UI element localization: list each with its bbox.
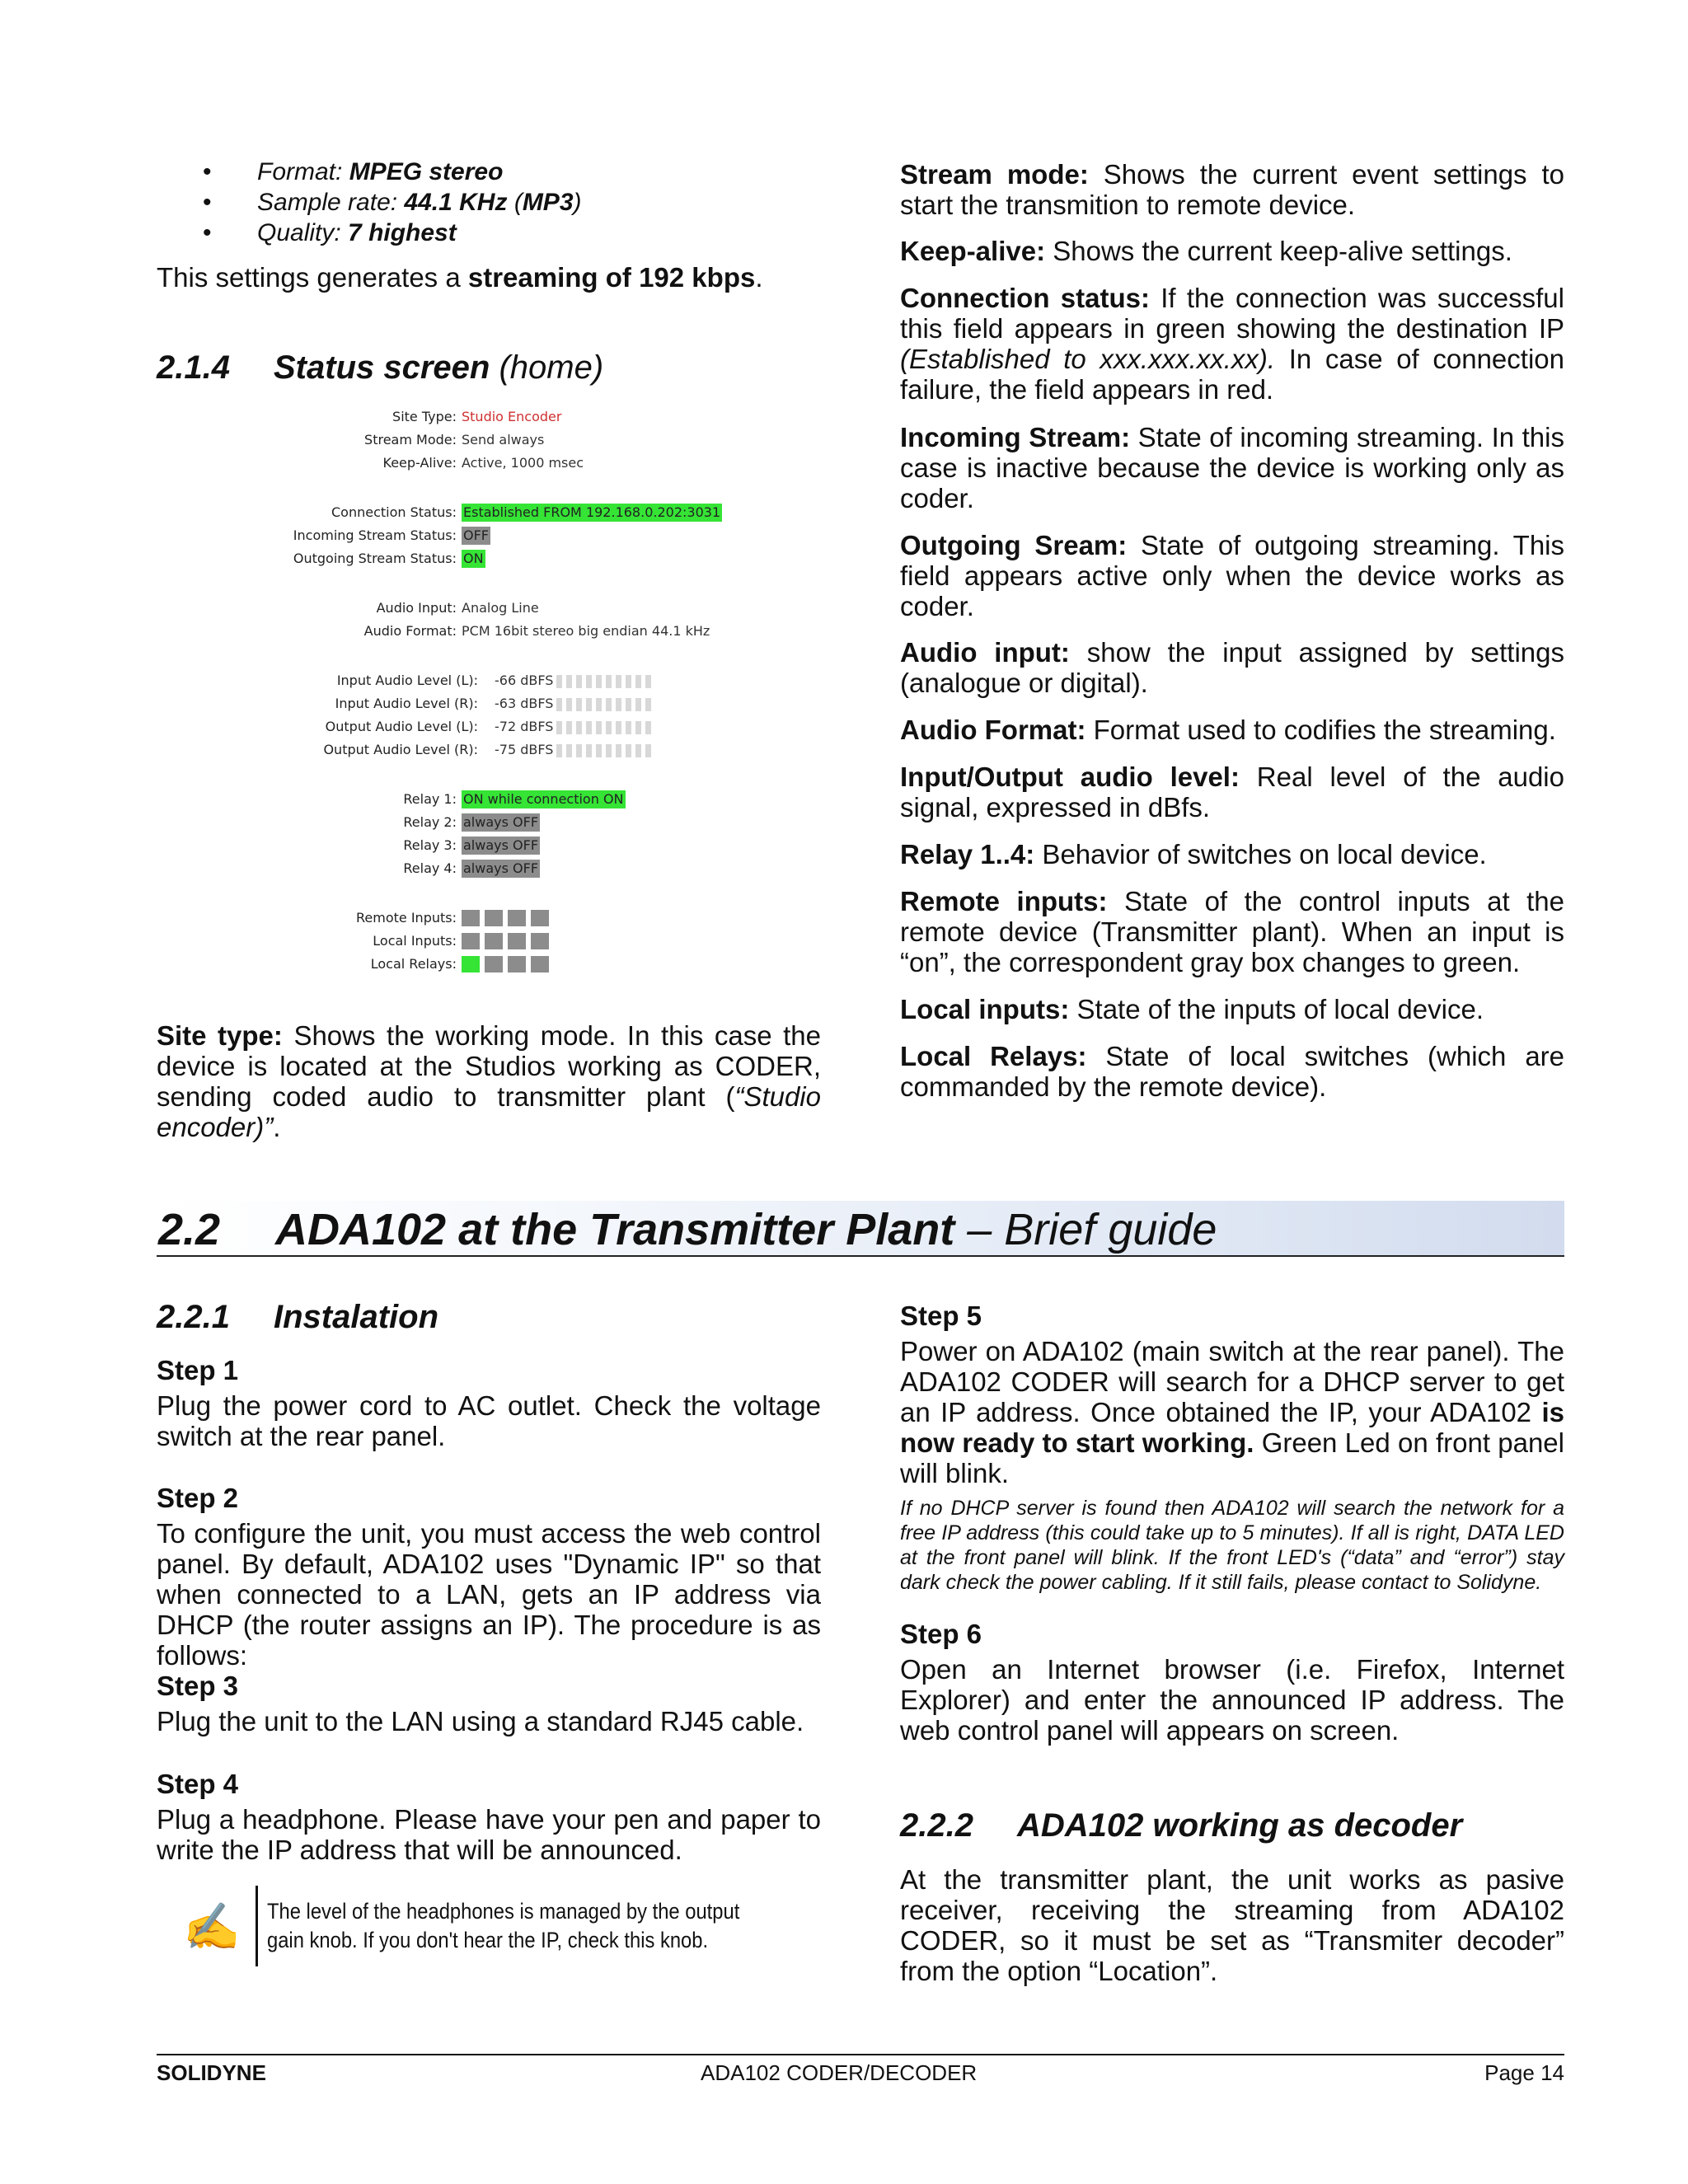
desc-audio-level: Input/Output audio level: Real level of the audio signal, expressed in dBfs. <box>900 762 1564 823</box>
dhcp-note: If no DHCP server is found then ADA102 will search the network for a free IP address (this could take up to 5 minutes). If all is right, DATA LED at the front panel will blink. If the front LED's (“data” and “error”) stay dark check the power cabling. If it still fails, please contact to Solidyne. <box>900 1497 1564 1594</box>
desc-local-inputs: Local inputs: State of the inputs of local device. <box>900 994 1484 1024</box>
status-audio-input: Audio Input: Analog Line <box>376 600 539 616</box>
status-connection: Connection Status: Established FROM 192.168.0.202:3031 <box>331 504 721 520</box>
bullet-dot: • <box>203 189 212 216</box>
bullet-dot: • <box>203 219 212 246</box>
status-level-row: Input Audio Level (R): -63 dBFS <box>272 695 734 713</box>
level-meter <box>556 744 655 757</box>
footer-title: ADA102 CODER/DECODER <box>701 2060 978 2085</box>
step-text: Power on ADA102 (main switch at the rear panel). The ADA102 CODER will search for a DHCP server to get an IP address. Once obtained the IP, your ADA102 is now ready to start working. Green Led on front panel will blink. <box>900 1336 1564 1488</box>
step-title: Step 6 <box>900 1619 982 1649</box>
step-title: Step 4 <box>157 1769 239 1799</box>
local-relay-indicators <box>462 956 554 974</box>
desc-incoming-stream: Incoming Stream: State of incoming streaming. In this case is inactive because the device is working only as coder. <box>900 422 1564 513</box>
step-3 <box>157 1671 821 1736</box>
step-text: Plug the power cord to AC outlet. Check the voltage switch at the rear panel. <box>157 1390 821 1451</box>
status-local-inputs: Local Inputs: <box>272 932 734 950</box>
status-site-type: Site Type: Studio Encoder <box>392 409 562 424</box>
footer-page-number: Page 14 <box>1484 2060 1564 2085</box>
step-4 <box>157 1769 821 1865</box>
section-2-2-1-heading: 2.2.1 Instalation <box>157 1299 439 1335</box>
status-level-row: Output Audio Level (L): -72 dBFS <box>272 718 734 736</box>
desc-outgoing-stream: Outgoing Sream: State of outgoing streaming. This field appears active only when the device works as coder. <box>900 530 1564 621</box>
step-1 <box>157 1355 821 1451</box>
desc-audio-input: Audio input: show the input assigned by settings (analogue or digital). <box>900 637 1564 698</box>
desc-stream-mode: Stream mode: Shows the current event settings to start the transmition to remote device. <box>900 159 1564 220</box>
step-text: To configure the unit, you must access the web control panel. By default, ADA102 uses "Dynamic IP" so that when connected to a LAN, gets an IP address via DHCP (the router assigns an IP). The procedure is as follows: <box>157 1518 821 1671</box>
step-text: Plug the unit to the LAN using a standard RJ45 cable. <box>157 1706 804 1736</box>
status-level-row: Output Audio Level (R): -75 dBFS <box>272 741 734 759</box>
desc-connection-status: Connection status: If the connection was successful this field appears in green showing the destination IP (Established to xxx.xxx.xx.xx). In case of connection failure, the field appears in red. <box>900 283 1564 405</box>
status-incoming: Incoming Stream Status: OFF <box>293 527 489 543</box>
bullet-format: • Format: MPEG stereo <box>203 158 504 185</box>
status-local-relays: Local Relays: <box>272 955 734 973</box>
format-bullet-list <box>157 157 821 248</box>
step-title: Step 1 <box>157 1355 239 1385</box>
note-divider <box>256 1886 258 1966</box>
desc-audio-format: Audio Format: Format used to codifies the streaming. <box>900 715 1556 745</box>
site-type-description: Site type: Shows the working mode. In this case the device is located at the Studios working as CODER, sending coded audio to transmitter plant (“Studio encoder)”. <box>157 1020 821 1142</box>
level-meter <box>556 675 655 688</box>
writing-hand-icon: ✍ <box>183 1900 241 1952</box>
status-relay-row: Relay 3: always OFF <box>403 837 539 853</box>
step-text: Open an Internet browser (i.e. Firefox, Internet Explorer) and enter the announced IP address. The web control panel will appears on screen. <box>900 1654 1564 1746</box>
desc-local-relays: Local Relays: State of local switches (which are commanded by the remote device). <box>900 1041 1565 1102</box>
section-2-2-2-heading: 2.2.2 ADA102 working as decoder <box>900 1807 1463 1844</box>
status-level-row: Input Audio Level (L): -66 dBFS <box>272 672 734 690</box>
step-6 <box>900 1619 1564 1746</box>
status-relay-row: Relay 4: always OFF <box>403 860 539 876</box>
desc-keep-alive: Keep-alive: Shows the current keep-alive settings. <box>900 236 1512 266</box>
step-5 <box>900 1301 1564 1488</box>
status-relay-row: Relay 1: ON while connection ON <box>403 791 624 807</box>
decoder-text: At the transmitter plant, the unit works as pasive receiver, receiving the streaming from ADA102 CODER, so it must be set as “Transmiter decoder” from the option “Location”. <box>900 1864 1564 1986</box>
bullet-quality: • Quality: 7 highest <box>203 219 457 246</box>
section-2-1-4-heading: 2.1.4 Status screen (home) <box>157 349 604 386</box>
section-2-2-heading: 2.2 ADA102 at the Transmitter Plant – Brief guide <box>157 1201 1564 1257</box>
status-stream-mode: Stream Mode: Send always <box>364 432 545 448</box>
status-remote-inputs: Remote Inputs: <box>272 909 734 927</box>
footer-rule <box>157 2054 1564 2055</box>
local-input-indicators <box>462 933 554 951</box>
status-keep-alive: Keep-Alive: Active, 1000 msec <box>382 455 584 471</box>
note-text: The level of the headphones is managed by the output gain knob. If you don't hear the IP, check this knob. <box>267 1899 740 1952</box>
step-2 <box>157 1483 821 1671</box>
step-title: Step 3 <box>157 1671 239 1701</box>
desc-remote-inputs: Remote inputs: State of the control inputs at the remote device (Transmitter plant). When an input is “on”, the correspondent gray box changes to green. <box>900 886 1564 977</box>
status-relay-row: Relay 2: always OFF <box>403 814 539 830</box>
level-meter <box>556 698 655 711</box>
level-meter <box>556 721 655 734</box>
streaming-rate-text: This settings generates a streaming of 192 kbps. <box>157 262 763 293</box>
status-audio-format: Audio Format: PCM 16bit stereo big endian 44.1 kHz <box>363 623 710 639</box>
bullet-sample-rate: • Sample rate: 44.1 KHz (MP3) <box>203 189 582 216</box>
step-title: Step 5 <box>900 1301 982 1331</box>
status-screen-image <box>272 404 734 981</box>
desc-relay: Relay 1..4: Behavior of switches on local device. <box>900 839 1487 869</box>
headphone-note <box>157 1886 821 1968</box>
step-title: Step 2 <box>157 1483 239 1513</box>
remote-input-indicators <box>462 910 554 928</box>
footer-brand: SOLIDYNE <box>157 2060 266 2085</box>
status-outgoing: Outgoing Stream Status: ON <box>293 551 484 566</box>
step-text: Plug a headphone. Please have your pen and paper to write the IP address that will be announced. <box>157 1804 821 1865</box>
bullet-dot: • <box>203 158 212 185</box>
